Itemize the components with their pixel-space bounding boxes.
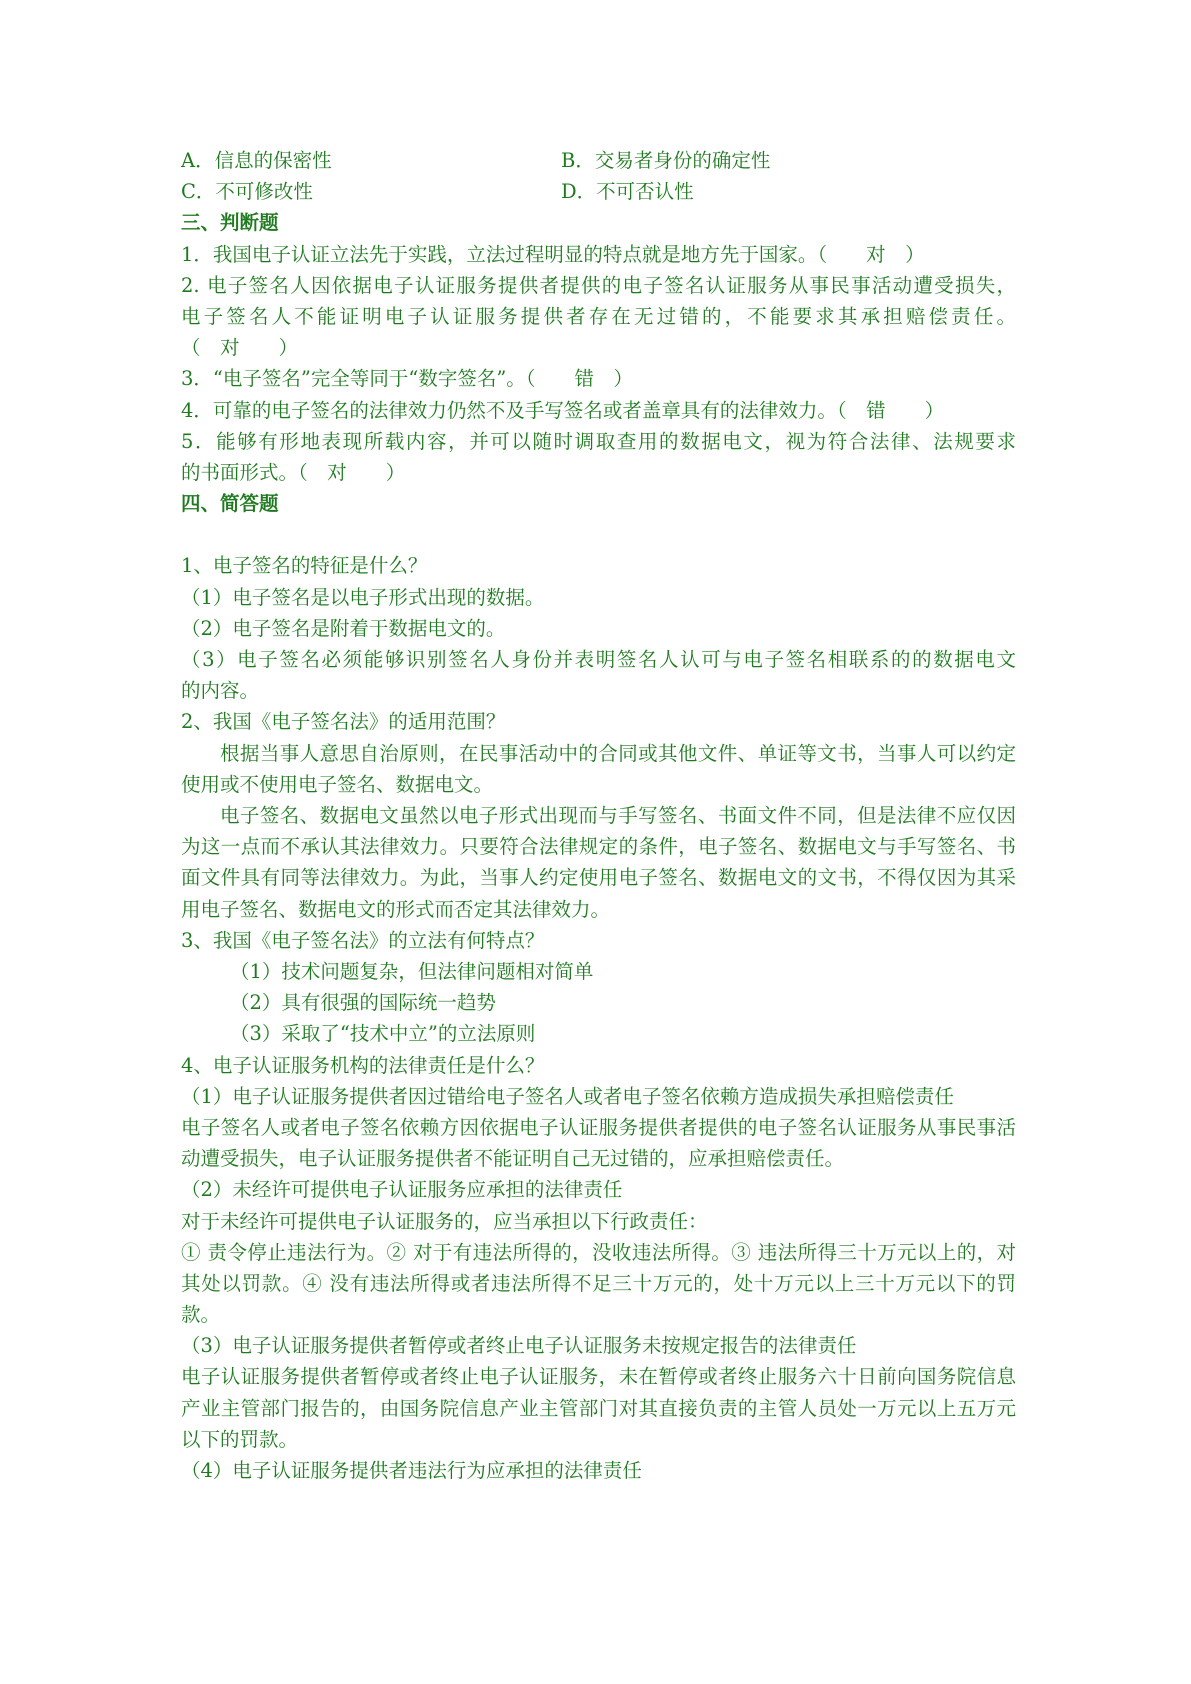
short-answer-4-item-3-title: （3）电子认证服务提供者暂停或者终止电子认证服务未按规定报告的法律责任 bbox=[181, 1334, 857, 1358]
option-c: C．不可修改性 bbox=[181, 180, 313, 204]
section-heading-true-false: 三、判断题 bbox=[181, 211, 279, 235]
option-b: B．交易者身份的确定性 bbox=[561, 149, 771, 172]
short-question-3: 3、我国《电子签名法》的立法有何特点？ bbox=[181, 928, 545, 952]
true-false-question-2-line-2: 电子签名人不能证明电子认证服务提供者存在无过错的，不能要求其承担赔偿责任。 bbox=[181, 304, 1016, 328]
true-false-question-2-line-3: （ 对 ） bbox=[181, 336, 299, 360]
short-answer-1-item-3-line-2: 的内容。 bbox=[181, 679, 260, 703]
short-answer-2-paragraph-1: 根据当事人意思自治原则，在民事活动中的合同或其他文件、单证等文书，当事人可以约定使用或不使用电子签名、数据电文。 bbox=[181, 741, 1016, 796]
short-answer-1-item-2: （2）电子签名是附着于数据电文的。 bbox=[181, 616, 506, 640]
option-row bbox=[181, 145, 1016, 176]
true-false-question-1: 1．我国电子认证立法先于实践，立法过程明显的特点就是地方先于国家。（ 对 ） bbox=[181, 242, 925, 266]
true-false-question-3: 3．“电子签名”完全等同于“数字签名”。（ 错 ） bbox=[181, 367, 634, 391]
short-answer-4-item-2-body: ① 责令停止违法行为。② 对于有违法所得的，没收违法所得。③ 违法所得三十万元以上的，对其处以罚款。④ 没有违法所得或者违法所得不足三十万元的，处十万元以上三十万元以下的罚款。 bbox=[181, 1240, 1016, 1327]
true-false-question-5-line-2: 的书面形式。（ 对 ） bbox=[181, 460, 406, 484]
short-question-1: 1、电子签名的特征是什么？ bbox=[181, 554, 428, 578]
short-answer-4-item-1-title: （1）电子认证服务提供者因过错给电子签名人或者电子签名依赖方造成损失承担赔偿责任 bbox=[181, 1084, 954, 1108]
short-answer-4-item-4-title: （4）电子认证服务提供者违法行为应承担的法律责任 bbox=[181, 1459, 642, 1483]
document-body bbox=[181, 145, 1016, 1486]
short-answer-4-item-2-intro: 对于未经许可提供电子认证服务的，应当承担以下行政责任： bbox=[181, 1209, 708, 1233]
true-false-question-2-line-1: 2. 电子签名人因依据电子认证服务提供者提供的电子签名认证服务从事民事活动遭受损失， bbox=[181, 273, 1016, 297]
true-false-question-4: 4．可靠的电子签名的法律效力仍然不及手写签名或者盖章具有的法律效力。（ 错 ） bbox=[181, 398, 945, 422]
option-a: A．信息的保密性 bbox=[181, 149, 332, 172]
short-answer-4-item-2-title: （2）未经许可提供电子认证服务应承担的法律责任 bbox=[181, 1178, 623, 1202]
short-answer-2-paragraph-2: 电子签名、数据电文虽然以电子形式出现而与手写签名、书面文件不同，但是法律不应仅因为这一点而不承认其法律效力。只要符合法律规定的条件，电子签名、数据电文与手写签名、书面文件具有同等法律效力。为此，当事人约定使用电子签名、数据电文的文书，不得仅因为其采用电子签名、数据电文的形式而否定其法律效力。 bbox=[181, 803, 1016, 921]
option-row bbox=[181, 176, 1016, 207]
short-question-2: 2、我国《电子签名法》的适用范围？ bbox=[181, 710, 506, 734]
section-heading-short-answer: 四、简答题 bbox=[181, 492, 279, 516]
short-answer-1-item-3-line-1: （3）电子签名必须能够识别签名人身份并表明签名人认可与电子签名相联系的的数据电文 bbox=[181, 648, 1016, 671]
short-question-4: 4、电子认证服务机构的法律责任是什么？ bbox=[181, 1053, 545, 1077]
blank-line bbox=[181, 519, 1016, 550]
short-answer-4-item-1-body: 电子签名人或者电子签名依赖方因依据电子认证服务提供者提供的电子签名认证服务从事民事活动遭受损失，电子认证服务提供者不能证明自己无过错的，应承担赔偿责任。 bbox=[181, 1115, 1016, 1171]
short-answer-4-item-3-body: 电子认证服务提供者暂停或者终止电子认证服务，未在暂停或者终止服务六十日前向国务院信息产业主管部门报告的，由国务院信息产业主管部门对其直接负责的主管人员处一万元以上五万元以下的罚款。 bbox=[181, 1365, 1016, 1451]
short-answer-1-item-1: （1）电子签名是以电子形式出现的数据。 bbox=[181, 585, 545, 609]
short-answer-3-item-3: （3）采取了“技术中立”的立法原则 bbox=[230, 1022, 536, 1046]
short-answer-3-item-2: （2）具有很强的国际统一趋势 bbox=[230, 991, 496, 1015]
short-answer-3-item-1: （1）技术问题复杂，但法律问题相对简单 bbox=[230, 959, 594, 983]
true-false-question-5-line-1: 5．能够有形地表现所载内容，并可以随时调取查用的数据电文，视为符合法律、法规要求 bbox=[181, 429, 1016, 453]
option-d: D．不可否认性 bbox=[561, 180, 694, 204]
